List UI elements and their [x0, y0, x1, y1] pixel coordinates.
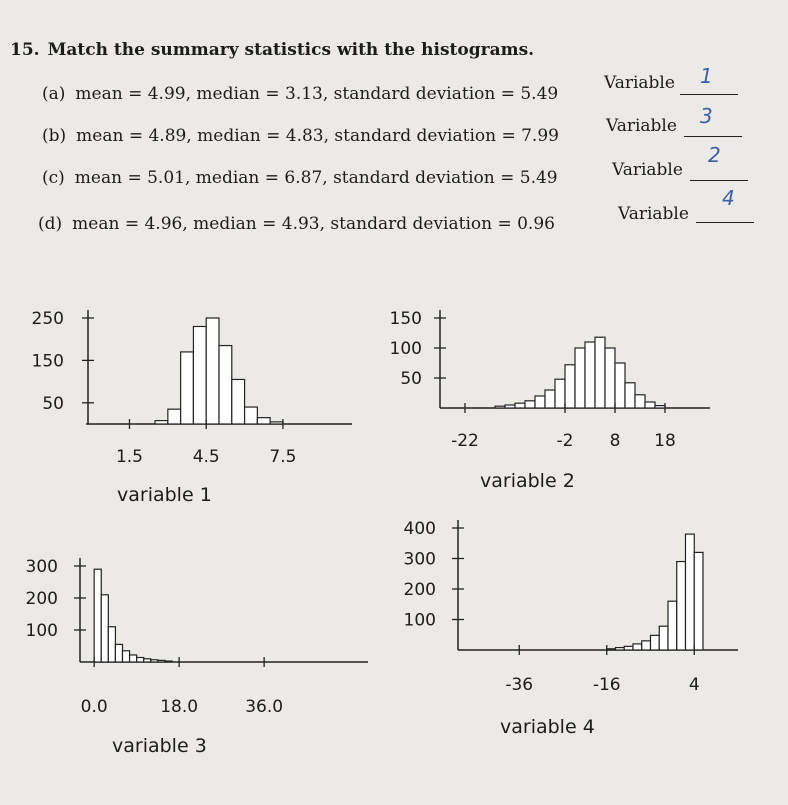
chart-2-x-tick-label: -22	[451, 431, 479, 451]
chart-4-xlabel: variable 4	[500, 716, 595, 738]
chart-3-xlabel: variable 3	[112, 735, 207, 757]
variable-label-c: Variable	[612, 160, 683, 180]
question-label: (b)	[42, 126, 67, 146]
chart-3-bar	[165, 661, 172, 662]
chart-2-bar	[545, 390, 555, 408]
chart-2-bar	[555, 379, 565, 408]
chart-4-bar	[607, 649, 616, 650]
problem-number: 15.	[10, 40, 40, 60]
chart-2-bar	[655, 406, 665, 408]
problem-prompt: Match the summary statistics with the histograms.	[47, 40, 535, 60]
chart-1-bar	[232, 379, 245, 424]
chart-2-bar	[645, 402, 655, 408]
chart-3-bar	[151, 660, 158, 662]
question-text: mean = 4.99, median = 3.13, standard deviation = 5.49	[75, 84, 559, 104]
chart-4-bar	[633, 644, 642, 650]
chart-2-y-tick-label: 100	[389, 339, 422, 359]
chart-1-xlabel: variable 1	[117, 484, 212, 506]
chart-3-x-tick-label: 36.0	[245, 697, 284, 717]
question-label: (a)	[42, 84, 66, 104]
chart-1-x-tick-label: 4.5	[192, 447, 220, 467]
chart-2-y-tick-label: 150	[389, 309, 422, 329]
chart-4-bar	[659, 626, 668, 650]
chart-2-bar	[615, 363, 625, 408]
chart-4-bar	[677, 562, 686, 650]
chart-1-x-tick-label: 1.5	[115, 447, 144, 467]
chart-4-y-tick-label: 400	[403, 519, 436, 539]
chart-2-bar	[495, 406, 505, 408]
question-text: mean = 5.01, median = 6.87, standard deviation = 5.49	[74, 168, 558, 188]
chart-3-bar	[122, 651, 129, 662]
chart-2-bar	[585, 342, 595, 408]
chart-3-x-tick-label: 18.0	[160, 697, 199, 717]
answer-b: 3	[700, 104, 713, 128]
question-text: mean = 4.89, median = 4.83, standard deviation = 7.99	[76, 126, 559, 146]
chart-2-x-tick-label: 18	[654, 431, 676, 451]
chart-3-bar	[115, 644, 122, 662]
answer-a: 1	[700, 64, 713, 88]
chart-2-bar	[575, 348, 585, 408]
variable-label-a: Variable	[604, 73, 675, 93]
chart-3-bar	[101, 595, 108, 662]
question-label: (c)	[42, 168, 65, 188]
chart-1-y-tick-label: 150	[31, 351, 64, 372]
chart-2-bar	[535, 396, 545, 408]
chart-1-bar	[155, 421, 168, 424]
chart-1-bar	[219, 346, 232, 424]
chart-1-bar	[193, 326, 206, 424]
chart-2-x-tick-label: -2	[556, 431, 574, 451]
chart-1-bar	[168, 409, 181, 424]
chart-3-bar	[137, 658, 144, 662]
chart-2-bar	[505, 405, 515, 408]
chart-4-bar	[668, 601, 677, 650]
chart-2-bar	[515, 403, 525, 408]
variable-label-d: Variable	[618, 204, 689, 224]
chart-1-bar	[245, 407, 258, 424]
chart-3-bar	[144, 659, 151, 662]
chart-3-bar	[158, 660, 165, 662]
chart-4-bar	[642, 641, 651, 650]
chart-1-x-tick-label: 7.5	[269, 447, 297, 467]
chart-2-bar	[625, 383, 635, 408]
chart-1-bar	[181, 352, 194, 424]
chart-4-bar	[694, 552, 703, 650]
chart-4-x-tick-label: -36	[505, 675, 534, 695]
chart-4-bar	[686, 534, 695, 650]
chart-3-bar	[108, 627, 115, 662]
question-label: (d)	[38, 214, 63, 234]
chart-2-bar	[565, 365, 575, 408]
chart-2-bar	[595, 337, 605, 408]
chart-1-bar	[270, 422, 283, 424]
chart-3-y-tick-label: 300	[25, 557, 58, 577]
chart-3-x-tick-label: 0.0	[80, 697, 108, 717]
chart-2-bar	[605, 348, 615, 408]
answer-d: 4	[722, 186, 735, 210]
chart-2-y-tick-label: 50	[400, 369, 422, 389]
variable-label-b: Variable	[606, 116, 677, 136]
answer-c: 2	[708, 143, 721, 167]
chart-4-y-tick-label: 100	[403, 610, 436, 631]
chart-4-bar	[651, 635, 660, 650]
chart-2-xlabel: variable 2	[480, 470, 575, 492]
chart-2-bar	[525, 401, 535, 408]
chart-4-bar	[624, 646, 633, 650]
chart-4-bar	[616, 648, 625, 650]
chart-4-y-tick-label: 300	[403, 549, 436, 570]
chart-2-x-tick-label: 8	[609, 431, 621, 451]
chart-1-bar	[257, 418, 270, 424]
chart-4-y-tick-label: 200	[403, 580, 436, 600]
question-text: mean = 4.96, median = 4.93, standard deviation = 0.96	[72, 214, 555, 234]
chart-3-bar	[130, 655, 137, 662]
chart-4-x-tick-label: 4	[688, 675, 700, 695]
chart-1-y-tick-label: 250	[31, 309, 64, 329]
chart-1-y-tick-label: 50	[42, 393, 64, 414]
chart-2-bar	[635, 395, 645, 408]
chart-4-x-tick-label: -16	[592, 675, 621, 695]
chart-1-bar	[206, 318, 219, 424]
chart-3-y-tick-label: 100	[25, 621, 58, 641]
chart-3-bar	[94, 569, 101, 662]
chart-3-y-tick-label: 200	[25, 589, 58, 609]
